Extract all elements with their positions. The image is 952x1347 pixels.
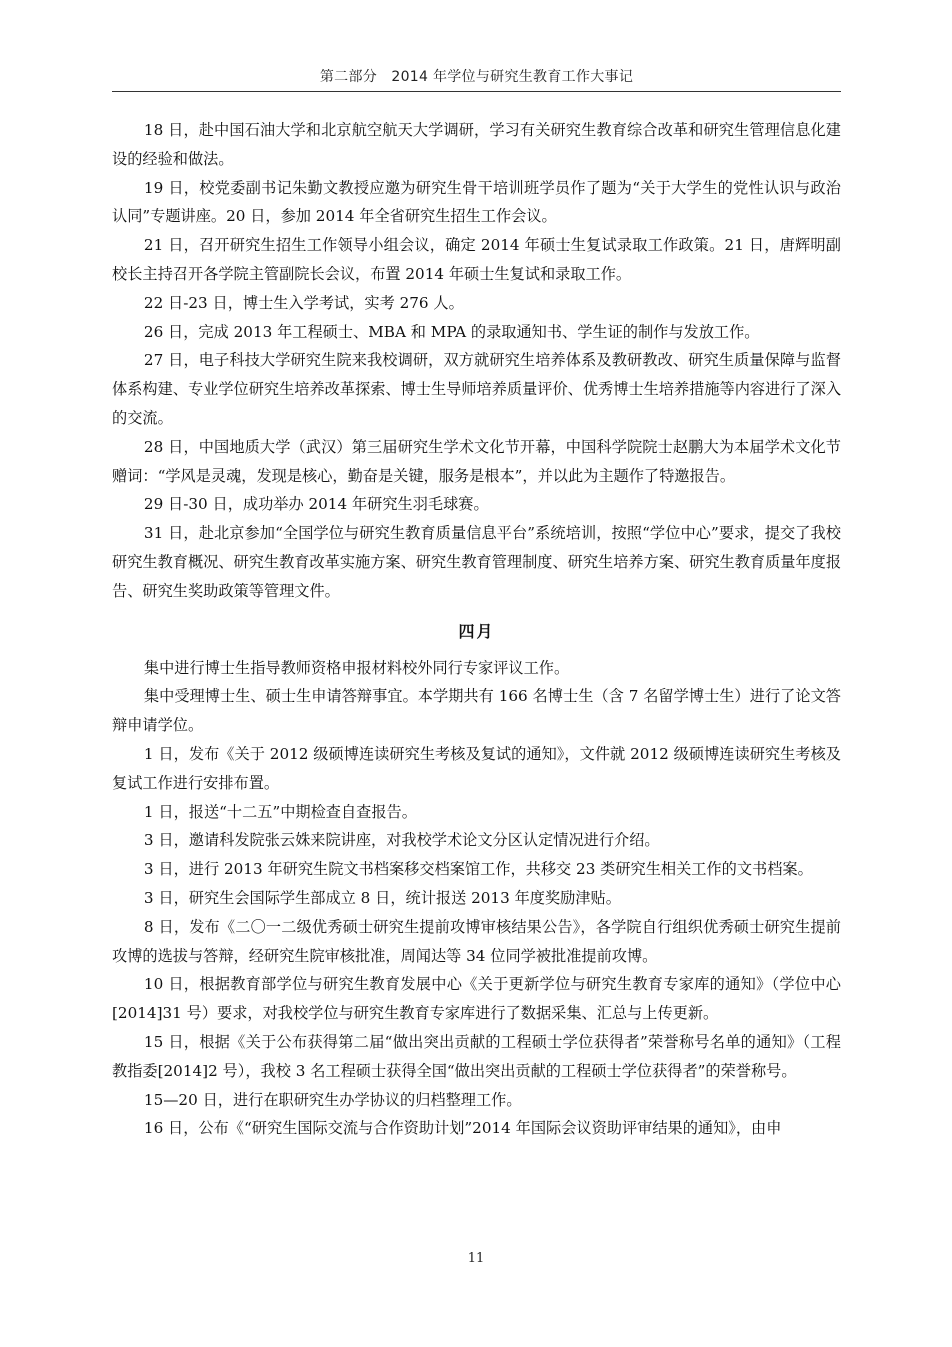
document-body: [112, 116, 841, 1143]
paragraph: 18 日，赴中国石油大学和北京航空航天大学调研，学习有关研究生教育综合改革和研究生管理信息化建设的经验和做法。: [112, 121, 841, 168]
paragraph: 26 日，完成 2013 年工程硕士、MBA 和 MPA 的录取通知书、学生证的制作与发放工作。: [143, 322, 760, 341]
paragraph: 19 日，校党委副书记朱勤文教授应邀为研究生骨干培训班学员作了题为“关于大学生的党性认识与政治认同”专题讲座。20 日，参加 2014 年全省研究生招生工作会议。: [112, 178, 841, 226]
paragraph: 28 日，中国地质大学（武汉）第三届研究生学术文化节开幕，中国科学院院士赵鹏大为本届学术文化节赠词：“学风是灵魂，发现是核心，勤奋是关键，服务是根本”，并以此为主题作了特邀报告。: [112, 437, 841, 485]
paragraph: 8 日，发布《二〇一二级优秀硕士研究生提前攻博审核结果公告》，各学院自行组织优秀硕士研究生提前攻博的选拔与答辩，经研究生院审核批准，周闻达等 34 位同学被批准提前攻博。: [112, 917, 841, 965]
paragraph: 1 日，报送“十二五”中期检查自查报告。: [143, 802, 417, 821]
paragraph: 16 日，公布《“研究生国际交流与合作资助计划”2014 年国际会议资助评审结果的通知》，由申: [143, 1119, 782, 1138]
paragraph: 1 日，发布《关于 2012 级硕博连读研究生考核及复试的通知》，文件就 2012 级硕博连读研究生考核及复试工作进行安排布置。: [112, 744, 841, 792]
paragraph: 10 日，根据教育部学位与研究生教育发展中心《关于更新学位与研究生教育专家库的通知》（学位中心[2014]31 号）要求，对我校学位与研究生教育专家库进行了数据采集、汇总与上传更新。: [112, 975, 841, 1023]
paragraph: 29 日-30 日，成功举办 2014 年研究生羽毛球赛。: [143, 495, 489, 514]
paragraph: 3 日，研究生会国际学生部成立 8 日，统计报送 2013 年度奖励津贴。: [143, 888, 621, 907]
paragraph: 15 日，根据《关于公布获得第二届“做出突出贡献的工程硕士学位获得者”荣誉称号名单的通知》（工程教指委[2014]2 号），我校 3 名工程硕士获得全国“做出突出贡献的工程硕士学位获得者”的荣誉称号。: [112, 1032, 841, 1080]
paragraph: 3 日，邀请科发院张云姝来院讲座，对我校学术论文分区认定情况进行介绍。: [143, 831, 660, 850]
page-number: 11: [467, 1251, 485, 1266]
paragraph: 31 日，赴北京参加“全国学位与研究生教育质量信息平台”系统培训，按照“学位中心”要求，提交了我校研究生教育概况、研究生教育改革实施方案、研究生教育管理制度、研究生培养方案、研究生教育质量年度报告、研究生奖助政策等管理文件。: [112, 524, 841, 600]
paragraph: 22 日-23 日，博士生入学考试，实考 276 人。: [143, 293, 464, 312]
running-header: 第二部分 2014 年学位与研究生教育工作大事记: [319, 69, 634, 85]
paragraph: 3 日，进行 2013 年研究生院文书档案移交档案馆工作，共移交 23 类研究生相关工作的文书档案。: [143, 860, 813, 879]
header-rule: [112, 91, 841, 92]
paragraph: 集中受理博士生、硕士生申请答辩事宜。本学期共有 166 名博士生（含 7 名留学博士生）进行了论文答辩申请学位。: [112, 687, 841, 735]
paragraph: 21 日，召开研究生招生工作领导小组会议，确定 2014 年硕士生复试录取工作政策。21 日，唐辉明副校长主持召开各学院主管副院长会议，布置 2014 年硕士生复试和录取工作。: [112, 236, 841, 283]
paragraph: 27 日，电子科技大学研究生院来我校调研，双方就研究生培养体系及教研教改、研究生质量保障与监督体系构建、专业学位研究生培养改革探索、博士生导师培养质量评价、优秀博士生培养措施等内容进行了深入的交流。: [112, 351, 841, 427]
section-heading-april: 四月: [458, 621, 495, 641]
paragraph: 15—20 日，进行在职研究生办学协议的归档整理工作。: [143, 1090, 522, 1109]
paragraph: 集中进行博士生指导教师资格申报材料校外同行专家评议工作。: [143, 658, 570, 677]
